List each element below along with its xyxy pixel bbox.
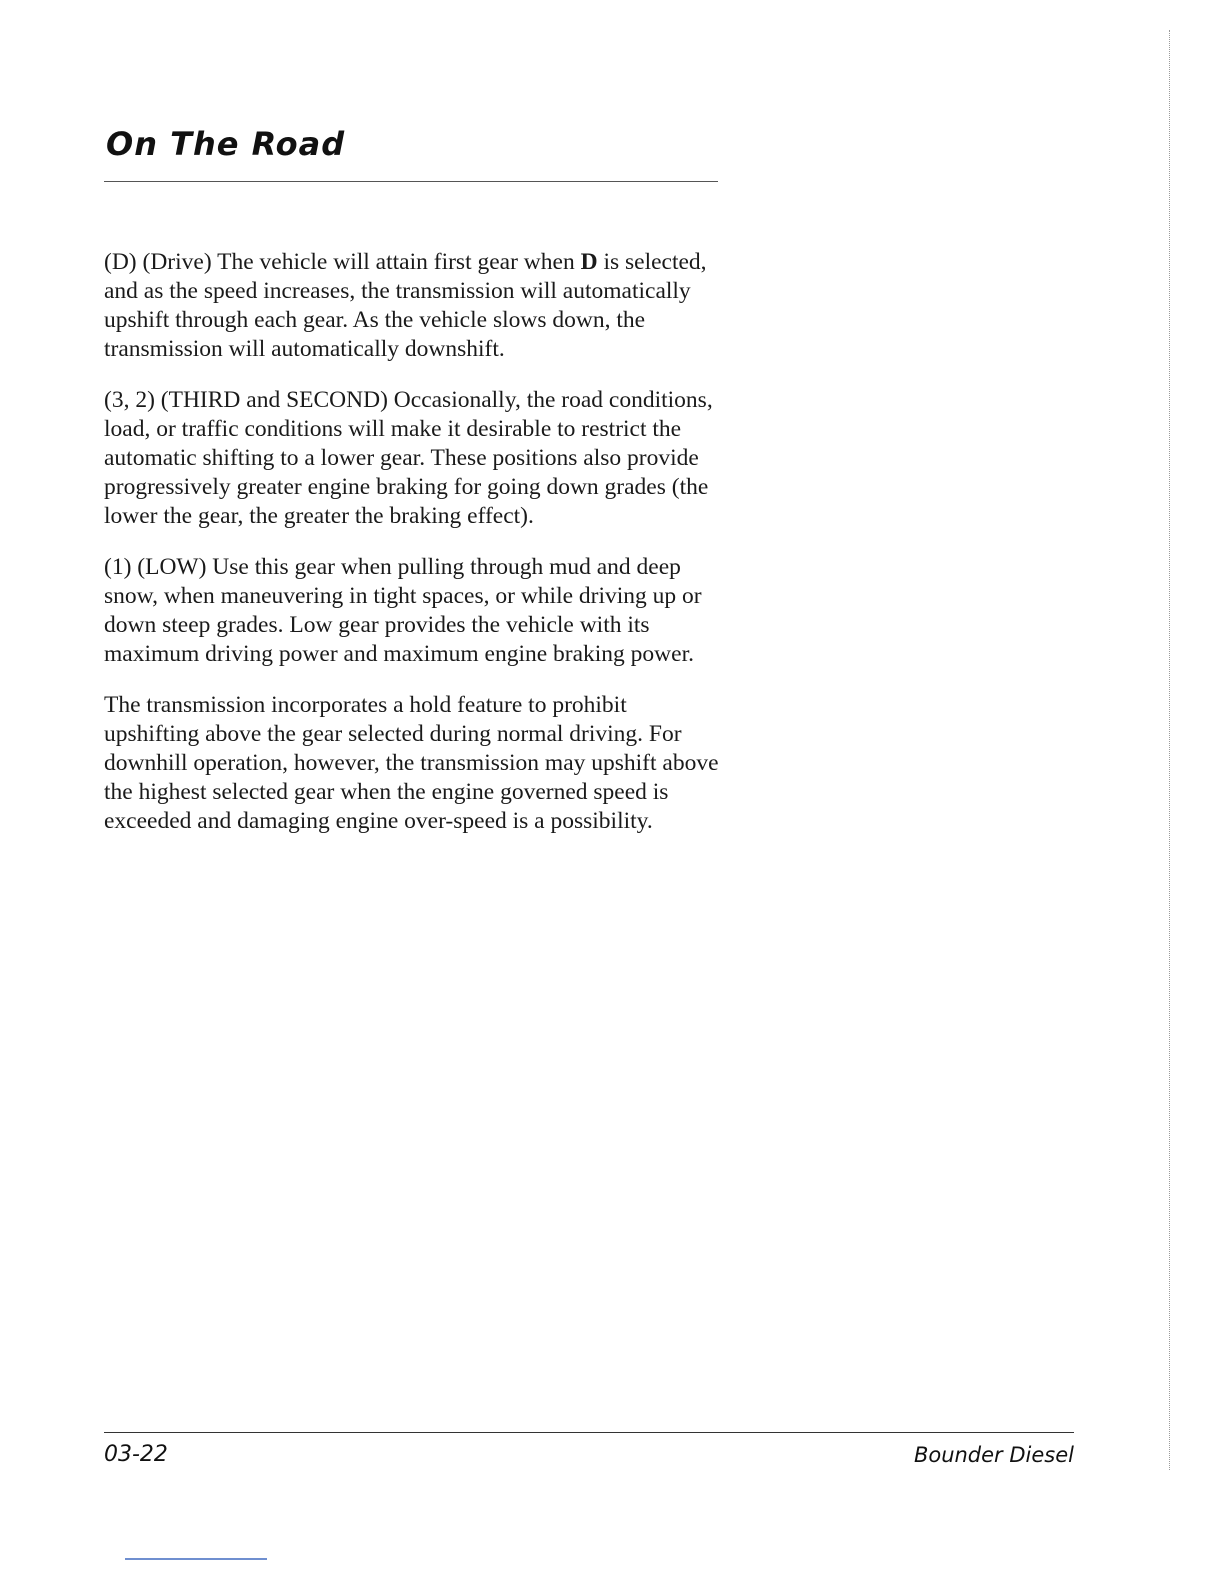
body-text (104, 248, 724, 858)
paragraph-low: (1) (LOW) Use this gear when pulling through mud and deep snow, when maneuvering in tight spaces, or while driving up or down steep grades. Low gear provides the vehicle with its maximum driving power and maximum engine braking power. (104, 554, 702, 667)
paragraph-drive-prefix: (D) (Drive) The vehicle will attain first gear when (104, 249, 581, 275)
page-title: On The Road (106, 125, 346, 163)
paragraph-drive-bold: D (580, 249, 598, 275)
page-number: 03-22 (104, 1442, 168, 1467)
paragraph-hold-feature: The transmission incorporates a hold feature to prohibit upshifting above the gear selected during normal driving. For downhill operation, however, the transmission may upshift above the highest selected gear when the engine governed speed is exceeded and damaging engine over-speed is a possibility. (104, 692, 719, 834)
book-title: Bounder Diesel (913, 1443, 1074, 1467)
paragraph-third-second: (3, 2) (THIRD and SECOND) Occasionally, the road conditions, load, or traffic conditions will make it desirable to restrict the automatic shifting to a lower gear. These positions also provide progressively greater engine braking for going down grades (the lower the gear, the greater the braking effect). (104, 387, 713, 529)
paragraph-drive (104, 248, 724, 364)
paragraph-drive-suffix: is selected, and as the speed increases, the transmission will automatically upshift through each gear. As the vehicle slows down, the transmission will automatically downshift. (104, 249, 707, 362)
scan-margin-line (1169, 30, 1170, 1470)
header-divider (104, 181, 718, 182)
scan-blue-mark (125, 1558, 267, 1560)
footer-divider (104, 1432, 1074, 1433)
